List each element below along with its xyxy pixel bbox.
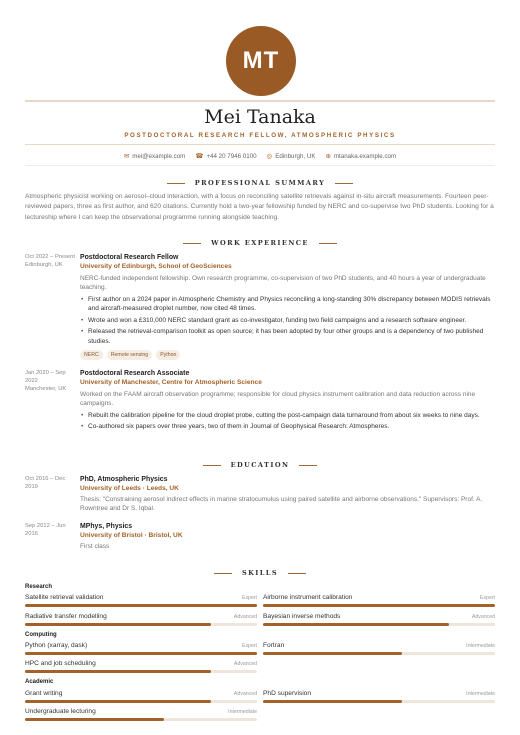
skill-level: Expert [242, 595, 257, 601]
skill-bar [263, 623, 495, 626]
location-pin-icon: ◎ [266, 153, 273, 160]
skill-bar-fill [263, 604, 495, 607]
achievement-item: • First author on a 2024 paper in Atmospheric Chemistry and Physics reconciling a long-standing 30% discrepancy between MODIS retrievals and aircraft-measured droplet number, now cited 48 times. [88, 295, 495, 314]
skill-level: Advanced [471, 614, 495, 620]
achievement-item: • Released the retrieval-comparison toolkit as open source; it has been adopted by four other groups and is a dependency of two published studies. [88, 327, 495, 346]
degree: PhD, Atmospheric Physics [80, 476, 168, 483]
contact-phone-text: +44 20 7946 0100 [206, 152, 257, 160]
achievement-item: • Wrote and won a £310,000 NERC standard grant as co-investigator, funding two field campaigns and a research software engineer. [88, 316, 495, 326]
contact-website[interactable] [325, 152, 396, 160]
skill-category: Computing [25, 632, 57, 638]
achievement-list [80, 295, 495, 347]
contact-email[interactable] [124, 152, 186, 160]
experience-date [25, 369, 77, 394]
mail-icon: ✉ [123, 153, 130, 160]
job-description: NERC-funded independent fellowship. Own research programme, co-supervision of two PhD students, and 40 hours a year of undergraduate teaching. [80, 274, 486, 292]
experience-location: Manchester, UK [25, 386, 67, 393]
skill-bar [25, 718, 257, 721]
skill-bar-fill [263, 700, 402, 703]
summary-heading [0, 179, 520, 187]
education-description: Thesis: "Constraining aerosol indirect effects in marine stratocumulus using paired satellite and airborne observations." Supervisors: Prof. A. Rowntree and Dr S. Iqbal. [80, 495, 483, 513]
education-date: Oct 2016 – Dec 2019 [25, 476, 66, 491]
skills-heading [0, 569, 520, 577]
contact-location [267, 152, 316, 160]
skill-category: Academic [25, 679, 54, 685]
avatar-initials: MT [242, 47, 280, 74]
skill-bar-fill [25, 700, 211, 703]
employer: University of Edinburgh, School of GeoSciences [80, 263, 232, 270]
experience-body [80, 369, 495, 434]
skill-tags [80, 350, 495, 360]
experience-date-range: Jan 2020 – Sep 2022 [25, 370, 66, 385]
skill-tag: NERC [80, 350, 103, 360]
skill-tag: Python [156, 350, 180, 360]
skill-name: Satellite retrieval validation [25, 594, 104, 601]
education-body [80, 522, 495, 551]
skill-level: Intermediate [466, 691, 495, 697]
skill-row [263, 690, 495, 704]
skill-level: Intermediate [228, 709, 257, 715]
globe-icon: ⊕ [325, 153, 331, 160]
skill-bar-fill [25, 623, 211, 626]
skill-level: Expert [480, 595, 495, 601]
summary-heading-text: PROFESSIONAL SUMMARY [194, 179, 326, 187]
achievement-item: • Rebuilt the calibration pipeline for the cloud droplet probe, cutting the post-campaign data turnaround from about six weeks to nine days. [88, 411, 495, 421]
job-title: Postdoctoral Research Associate [80, 370, 190, 377]
skill-level: Advanced [233, 614, 257, 620]
skill-name: Bayesian inverse methods [263, 613, 341, 620]
skill-row [25, 642, 257, 656]
experience-heading-text: WORK EXPERIENCE [211, 239, 309, 247]
contact-phone[interactable] [195, 152, 256, 160]
skill-category: Research [25, 584, 53, 590]
header-bottom-rule [25, 144, 495, 145]
experience-date [25, 253, 77, 269]
skill-bar [25, 670, 257, 673]
candidate-title: POSTDOCTORAL RESEARCH FELLOW, ATMOSPHERIC PHYSICS [124, 132, 396, 139]
achievement-item: • Co-authored six papers over three years, two of them in Journal of Geophysical Research: Atmospheres. [88, 422, 495, 432]
skill-name: Radiative transfer modelling [25, 613, 107, 620]
skill-bar [25, 700, 257, 703]
skill-level: Expert [242, 643, 257, 649]
school: University of Bristol · Bristol, UK [80, 532, 183, 539]
skill-tag: Remote sensing [107, 350, 153, 360]
skill-bar-fill [25, 718, 164, 721]
employer: University of Manchester, Centre for Atmospheric Science [80, 379, 262, 386]
header-top-rule [25, 100, 495, 102]
skill-bar [25, 652, 257, 655]
education-heading-text: EDUCATION [230, 461, 290, 469]
avatar [226, 26, 296, 96]
skill-row [263, 613, 495, 627]
skill-bar [263, 700, 495, 703]
contact-email-text: mei@example.com [132, 152, 186, 160]
skill-bar [25, 623, 257, 626]
skill-bar [25, 604, 257, 607]
candidate-name: Mei Tanaka [204, 106, 316, 128]
skill-name: Python (xarray, dask) [25, 642, 88, 649]
skill-row [263, 642, 495, 656]
skill-row [25, 708, 257, 722]
skill-row [25, 594, 257, 608]
experience-body [80, 253, 495, 360]
experience-heading [0, 239, 520, 247]
experience-location: Edinburgh, UK [25, 262, 63, 269]
skill-row [25, 660, 257, 674]
achievement-list [80, 411, 495, 432]
skill-bar-fill [25, 604, 257, 607]
skill-name: Airborne instrument calibration [263, 594, 353, 601]
skill-level: Advanced [233, 661, 257, 667]
school: University of Leeds · Leeds, UK [80, 485, 179, 492]
education-description: First class [80, 542, 110, 550]
contact-location-text: Edinburgh, UK [275, 152, 316, 160]
skill-name: PhD supervision [263, 690, 312, 697]
skill-bar-fill [263, 652, 402, 655]
skill-row [25, 613, 257, 627]
skill-row [263, 594, 495, 608]
education-heading [0, 461, 520, 469]
education-body [80, 475, 495, 514]
degree: MPhys, Physics [80, 523, 133, 530]
phone-icon: ☎ [195, 153, 204, 160]
skills-heading-text: SKILLS [241, 569, 278, 577]
experience-date-range: Oct 2022 – Present [25, 254, 75, 260]
contact-bar [0, 152, 520, 160]
contact-divider [25, 165, 495, 166]
summary-text: Atmospheric physicist working on aerosol–cloud interaction, with a focus on reconciling satellite retrievals against in-situ aircraft measurements. Fourteen peer-reviewed papers, three as first author, and 620 citations. Currently hold a two-year fellowship funded by NERC and co-supervise two PhD students. Looking for a lectureship where I can keep the observational programme running alongside teaching. [25, 193, 494, 221]
job-description: Worked on the FAAM aircraft observation programme; responsible for cloud physics instrument calibration and data reduction across nine campaigns. [80, 390, 476, 408]
skill-bar-fill [263, 623, 449, 626]
skill-bar-fill [25, 652, 257, 655]
skill-row [25, 690, 257, 704]
skill-bar-fill [25, 670, 211, 673]
skill-level: Intermediate [466, 643, 495, 649]
skill-name: Fortran [263, 642, 285, 649]
education-date: Sep 2012 – Jun 2016 [25, 523, 66, 538]
skill-name: Grant writing [25, 690, 63, 697]
contact-website-text: mtanaka.example.com [333, 152, 397, 160]
skill-bar [263, 604, 495, 607]
skill-level: Advanced [233, 691, 257, 697]
skill-bar [263, 652, 495, 655]
skill-name: Undergraduate lecturing [25, 708, 96, 715]
skill-name: HPC and job scheduling [25, 660, 96, 667]
job-title: Postdoctoral Research Fellow [80, 254, 179, 261]
